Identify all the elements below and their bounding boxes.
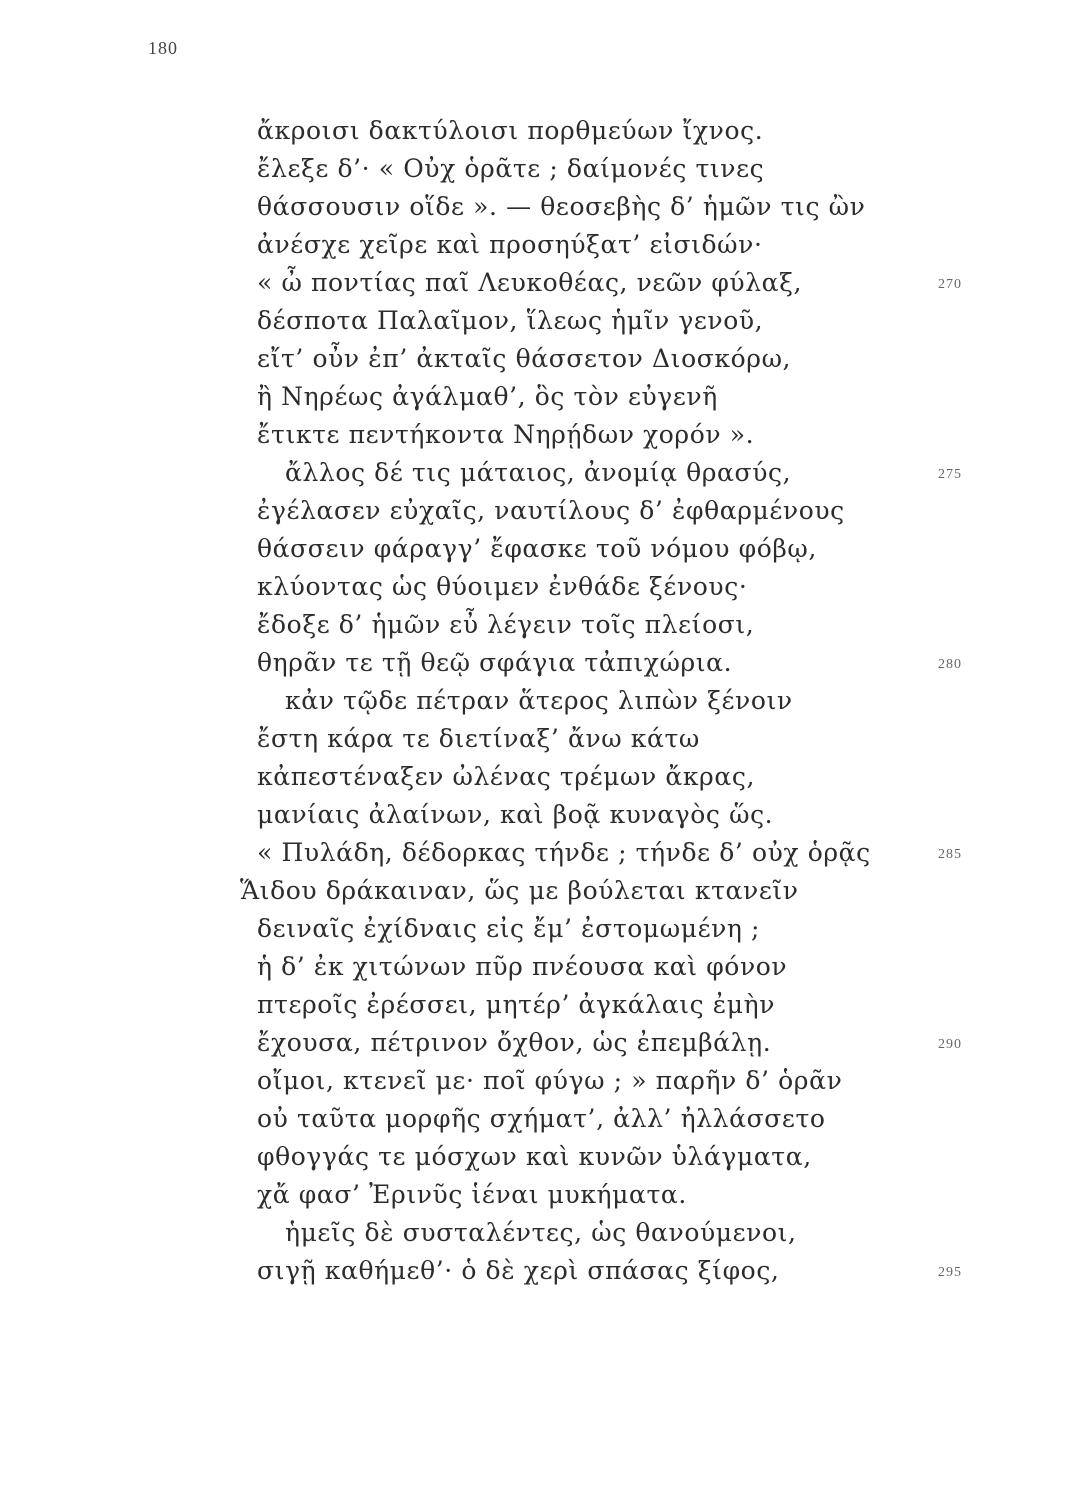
verse-line [0, 568, 1085, 606]
verse-line [0, 644, 1085, 682]
verse-line [0, 378, 1085, 416]
verse-text: θάσσειν φάραγγ’ ἔφασκε τοῦ νόμου φόβῳ, [257, 534, 817, 563]
verse-text: ἀνέσχε χεῖρε καὶ προσηύξατ’ εἰσιδών· [257, 230, 763, 259]
verse-text: κλύοντας ὡς θύοιμεν ἐνθάδε ξένους· [257, 572, 748, 601]
verse-line [0, 1176, 1085, 1214]
verse-line [0, 416, 1085, 454]
verse-text: εἴτ’ οὖν ἐπ’ ἀκταῖς θάσσετον Διοσκόρω, [257, 344, 792, 373]
verse-text: δειναῖς ἐχίδναις εἰς ἔμ’ ἐστομωμένη ; [257, 914, 761, 943]
verse-text: ἔδοξε δ’ ἡμῶν εὖ λέγειν τοῖς πλείοσι, [257, 610, 755, 639]
verse-line [0, 758, 1085, 796]
verse-text: ἔστη κάρα τε διετίναξ’ ἄνω κάτω [257, 724, 700, 753]
line-number: 280 [938, 657, 962, 672]
line-number: 275 [938, 467, 962, 482]
verse-text: μανίαις ἀλαίνων, καὶ βοᾷ κυναγὸς ὥς. [257, 800, 774, 829]
verse-text: δέσποτα Παλαῖμον, ἵλεως ἡμῖν γενοῦ, [257, 306, 764, 335]
verse-text: θηρᾶν τε τῇ θεῷ σφάγια τἀπιχώρια. [257, 648, 733, 677]
verse-text: « Πυλάδη, δέδορκας τήνδε ; τήνδε δ’ οὐχ ὁρᾷς [257, 838, 871, 867]
verse-line [0, 264, 1085, 302]
verse-text: χἄ φασ’ Ἐρινῦς ἱέναι μυκήματα. [257, 1180, 687, 1209]
verse-line [0, 872, 1085, 910]
verse-text: ἔλεξε δ’· « Οὐχ ὁρᾶτε ; δαίμονές τινες [257, 154, 765, 183]
verse-line [0, 302, 1085, 340]
verse-text: « ὦ ποντίας παῖ Λευκοθέας, νεῶν φύλαξ, [257, 268, 803, 297]
verse-text: ἄλλος δέ τις μάταιος, ἀνομίᾳ θρασύς, [285, 458, 792, 487]
verse-line [0, 720, 1085, 758]
verse-line [0, 1252, 1085, 1290]
verse-text: κἀν τῷδε πέτραν ἅτερος λιπὼν ξένοιν [285, 686, 793, 715]
verse-line [0, 796, 1085, 834]
page-number: 180 [148, 38, 178, 58]
verse-line [0, 188, 1085, 226]
verse-line [0, 150, 1085, 188]
verse-line [0, 454, 1085, 492]
verse-text: ἡ δ’ ἐκ χιτώνων πῦρ πνέουσα καὶ φόνον [257, 952, 788, 981]
verse-line [0, 226, 1085, 264]
verse-text: φθογγάς τε μόσχων καὶ κυνῶν ὑλάγματα, [257, 1142, 812, 1171]
verse-text: ἔχουσα, πέτρινον ὄχθον, ὡς ἐπεμβάλῃ. [257, 1028, 772, 1057]
verse-line [0, 1138, 1085, 1176]
verse-text: ἔτικτε πεντήκοντα Νηρῄδων χορόν ». [257, 420, 755, 449]
verse-line [0, 530, 1085, 568]
verse-text: πτεροῖς ἐρέσσει, μητέρ’ ἀγκάλαις ἐμὴν [257, 990, 776, 1019]
verse-text: ἡμεῖς δὲ συσταλέντες, ὡς θανούμενοι, [285, 1218, 797, 1247]
verse-line [0, 948, 1085, 986]
verse-line [0, 112, 1085, 150]
line-number: 290 [938, 1037, 962, 1052]
verse-line [0, 340, 1085, 378]
verse-line [0, 986, 1085, 1024]
verse-line [0, 1024, 1085, 1062]
verse-line [0, 1100, 1085, 1138]
verse-text: θάσσουσιν οἵδε ». — θεοσεβὴς δ’ ἡμῶν τις ὢν [257, 192, 866, 221]
verse-text: ἐγέλασεν εὐχαῖς, ναυτίλους δ’ ἐφθαρμένους [257, 496, 845, 525]
line-number: 270 [938, 277, 962, 292]
verse-text: κἀπεστέναξεν ὠλένας τρέμων ἄκρας, [257, 762, 755, 791]
verse-text: οἴμοι, κτενεῖ με· ποῖ φύγω ; » παρῆν δ’ ὁρᾶν [257, 1066, 843, 1095]
verse-line [0, 1062, 1085, 1100]
verse-line [0, 910, 1085, 948]
verse-line [0, 834, 1085, 872]
verse-text: οὐ ταῦτα μορφῆς σχήματ’, ἀλλ’ ἠλλάσσετο [257, 1104, 826, 1133]
line-number: 295 [938, 1265, 962, 1280]
verse-line [0, 1214, 1085, 1252]
verse-text: ἄκροισι δακτύλοισι πορθμεύων ἴχνος. [257, 116, 764, 145]
verse-line [0, 492, 1085, 530]
verse-line [0, 606, 1085, 644]
line-number: 285 [938, 847, 962, 862]
verse-line [0, 682, 1085, 720]
verse-text: σιγῇ καθήμεθ’· ὁ δὲ χερὶ σπάσας ξίφος, [257, 1256, 780, 1285]
poem-text [0, 112, 1085, 1290]
verse-text: ἢ Νηρέως ἀγάλμαθ’, ὃς τὸν εὐγενῆ [257, 382, 718, 411]
verse-text: Ἅιδου δράκαιναν, ὥς με βούλεται κτανεῖν [240, 876, 799, 905]
